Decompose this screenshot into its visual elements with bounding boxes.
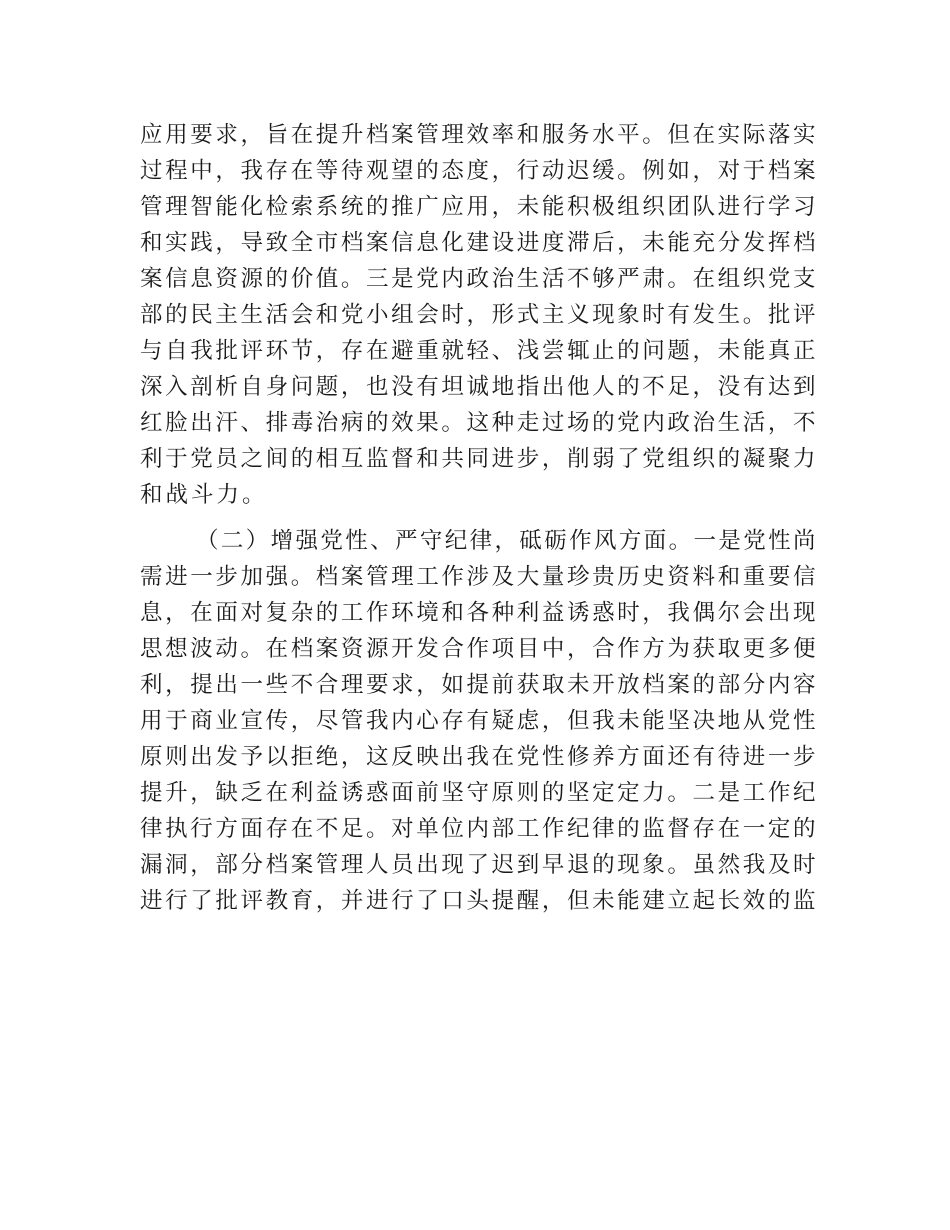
text-line: 律执行方面存在不足。对单位内部工作纪律的监督存在一定的 <box>140 816 816 842</box>
text-line: 和战斗力。 <box>140 482 268 508</box>
text-line: 和实践，导致全市档案信息化建设进度滞后，未能充分发挥档 <box>140 230 816 256</box>
text-line: 进行了批评教育，并进行了口头提醒，但未能建立起长效的监 <box>140 888 816 914</box>
text-line: 漏洞，部分档案管理人员出现了迟到早退的现象。虽然我及时 <box>140 852 816 878</box>
text-line: 提升，缺乏在利益诱惑面前坚守原则的坚定定力。二是工作纪 <box>140 780 816 806</box>
text-line: 过程中，我存在等待观望的态度，行动迟缓。例如，对于档案 <box>140 158 816 184</box>
paragraph-1 <box>140 117 816 513</box>
text-line: 与自我批评环节，存在避重就轻、浅尝辄止的问题，未能真正 <box>140 338 816 364</box>
text-line: 原则出发予以拒绝，这反映出我在党性修养方面还有待进一步 <box>140 744 816 770</box>
text-line: 深入剖析自身问题，也没有坦诚地指出他人的不足，没有达到 <box>140 374 816 400</box>
text-line: 需进一步加强。档案管理工作涉及大量珍贵历史资料和重要信 <box>140 564 816 590</box>
text-line: 用于商业宣传，尽管我内心存有疑虑，但我未能坚决地从党性 <box>140 708 816 734</box>
text-line: 思想波动。在档案资源开发合作项目中，合作方为获取更多便 <box>140 636 816 662</box>
text-line: 管理智能化检索系统的推广应用，未能积极组织团队进行学习 <box>140 194 816 220</box>
document-body <box>140 117 816 919</box>
text-line: 利于党员之间的相互监督和共同进步，削弱了党组织的凝聚力 <box>140 446 816 472</box>
paragraph-2 <box>140 523 816 919</box>
text-line: 利，提出一些不合理要求，如提前获取未开放档案的部分内容 <box>140 672 816 698</box>
text-line: （二）增强党性、严守纪律，砥砺作风方面。一是党性尚 <box>196 528 816 554</box>
text-line: 息，在面对复杂的工作环境和各种利益诱惑时，我偶尔会出现 <box>140 600 816 626</box>
text-line: 部的民主生活会和党小组会时，形式主义现象时有发生。批评 <box>140 302 816 328</box>
text-line: 应用要求，旨在提升档案管理效率和服务水平。但在实际落实 <box>140 122 816 148</box>
text-line: 案信息资源的价值。三是党内政治生活不够严肃。在组织党支 <box>140 266 816 292</box>
text-line: 红脸出汗、排毒治病的效果。这种走过场的党内政治生活，不 <box>140 410 816 436</box>
